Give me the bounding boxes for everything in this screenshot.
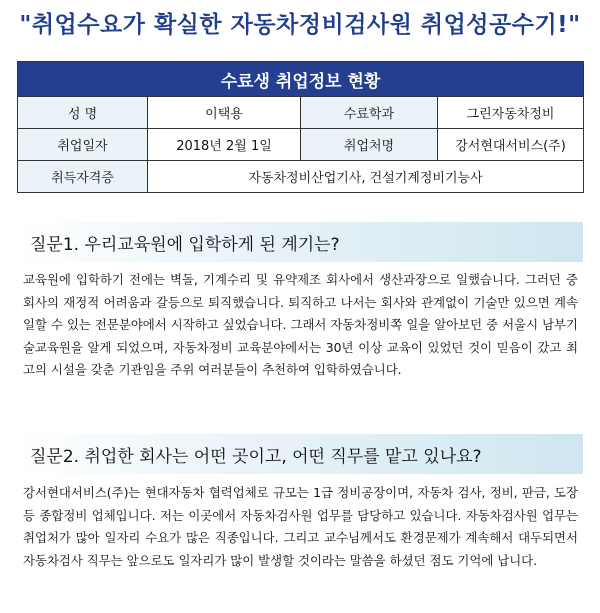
question-1: 질문1. 우리교육원에 입학하게 된 계기는? xyxy=(30,235,340,255)
table-row xyxy=(18,129,584,161)
hire-date-label: 취업일자 xyxy=(18,129,148,161)
question-1-bar xyxy=(17,222,583,262)
employer-value: 강서현대서비스(주) xyxy=(438,129,584,161)
name-value: 이택용 xyxy=(148,97,301,129)
employment-info-table xyxy=(17,61,584,193)
course-value: 그린자동차정비 xyxy=(438,97,584,129)
table-row xyxy=(18,97,584,129)
answer-1: 교육원에 입학하기 전에는 벽돌, 기계수리 및 유약제조 회사에서 생산과장으로 일했습니다. 그러던 중 회사의 재정적 어려움과 갈등으로 퇴직했습니다. 퇴직하고 나서는 회사와 관계없이 기술만 있으면 계속 일할 수 있는 전문분야에서 시작하고 싶었습니다. 그래서 자동차정비쪽 일을 알아보던 중 서울시 남부기술교육원을 알게 되었으며, 자동차정비 교육분야에서는 30년 이상 교육이 있었던 것이 믿음이 갔고 최고의 시설을 갖춘 기관임을 주위 여러분들이 추천하여 입학하였습니다. xyxy=(23,272,578,377)
table-title-row xyxy=(18,62,584,97)
certificates-label: 취득자격증 xyxy=(18,161,148,193)
employer-label: 취업처명 xyxy=(301,129,438,161)
question-2: 질문2. 취업한 회사는 어떤 곳이고, 어떤 직무를 맡고 있나요? xyxy=(30,447,482,467)
table-title: 수료생 취업정보 현황 xyxy=(18,62,584,97)
answer-2: 강서현대서비스(주)는 현대자동차 협력업체로 규모는 1급 정비공장이며, 자동차 검사, 정비, 판금, 도장 등 종합정비 업체입니다. 저는 이곳에서 자동차검사원 업무를 담당하고 있습니다. 자동차검사원 업무는 취업처가 많아 일자리 수요가 많은 직종입니다. 그리고 교수님께서도 환경문제가 계속해서 대두되면서 자동차검사 직무는 앞으로도 일자리가 많이 발생할 것이라는 말씀을 하셨던 점도 기억에 납니다. xyxy=(23,485,578,568)
headline: "취업수요가 확실한 자동차정비검사원 취업성공수기!" xyxy=(19,12,581,38)
question-2-bar xyxy=(17,434,583,474)
name-label: 성 명 xyxy=(18,97,148,129)
certificates-value: 자동차정비산업기사, 건설기계정비기능사 xyxy=(148,161,584,193)
course-label: 수료학과 xyxy=(301,97,438,129)
table-row xyxy=(18,161,584,193)
hire-date-value: 2018년 2월 1일 xyxy=(148,129,301,161)
